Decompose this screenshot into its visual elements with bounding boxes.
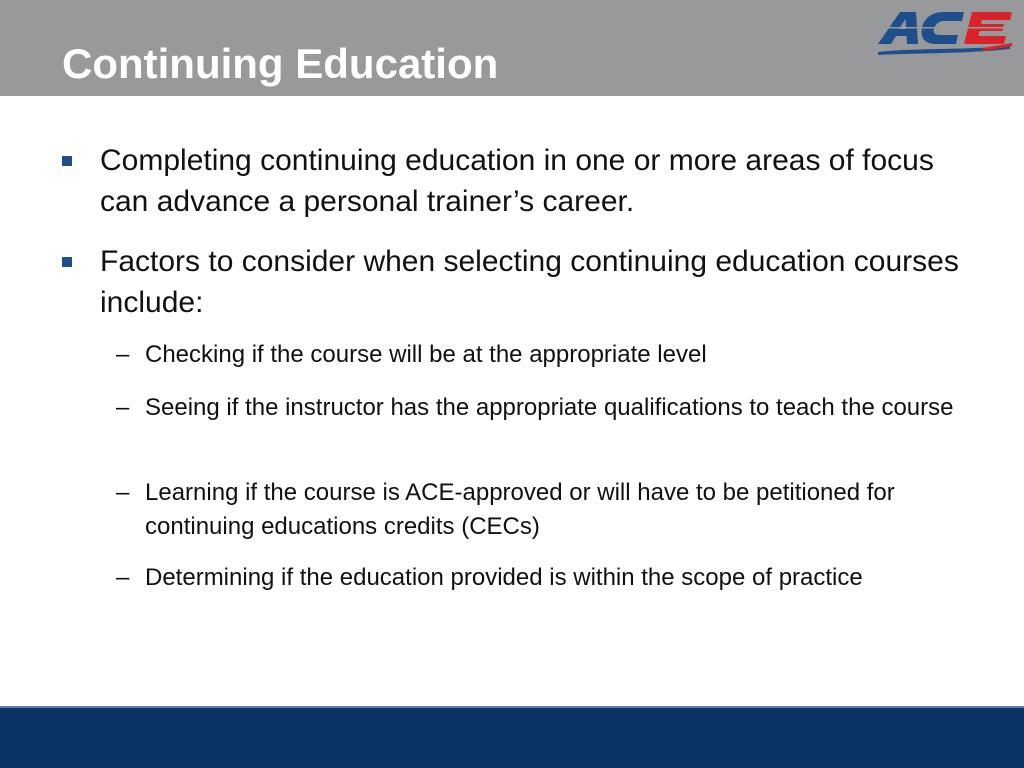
title-bar — [0, 0, 1024, 96]
sub-bullet-text: Determining if the education provided is within the scope of practice — [145, 564, 863, 591]
logo-stripe — [872, 27, 1016, 29]
footer-bar — [0, 706, 1024, 768]
square-bullet-icon — [62, 156, 72, 166]
dash-bullet: – — [116, 394, 130, 421]
ace-logo-icon — [872, 8, 1016, 58]
dash-bullet: – — [116, 564, 130, 591]
dash-bullet: – — [116, 479, 130, 506]
bullet-text: Completing continuing education in one or more areas of focus can advance a personal trainer’s career. — [100, 144, 934, 218]
square-bullet-icon — [62, 257, 72, 267]
sub-bullet-text: Seeing if the instructor has the appropriate qualifications to teach the course — [145, 394, 954, 421]
slide-title: Continuing Education — [62, 40, 499, 87]
sub-bullet-text: Learning if the course is ACE-approved or will have to be petitioned for continuing educations credits (CECs) — [145, 479, 895, 540]
slide-content — [0, 96, 1024, 706]
bullet-item — [62, 241, 982, 325]
bullet-item — [62, 140, 982, 224]
sub-bullet-text: Checking if the course will be at the appropriate level — [145, 341, 707, 368]
bullet-text: Factors to consider when selecting continuing education courses include: — [100, 245, 959, 319]
dash-bullet: – — [116, 341, 130, 368]
ace-logo — [872, 8, 1016, 58]
footer-divider — [0, 706, 1024, 708]
